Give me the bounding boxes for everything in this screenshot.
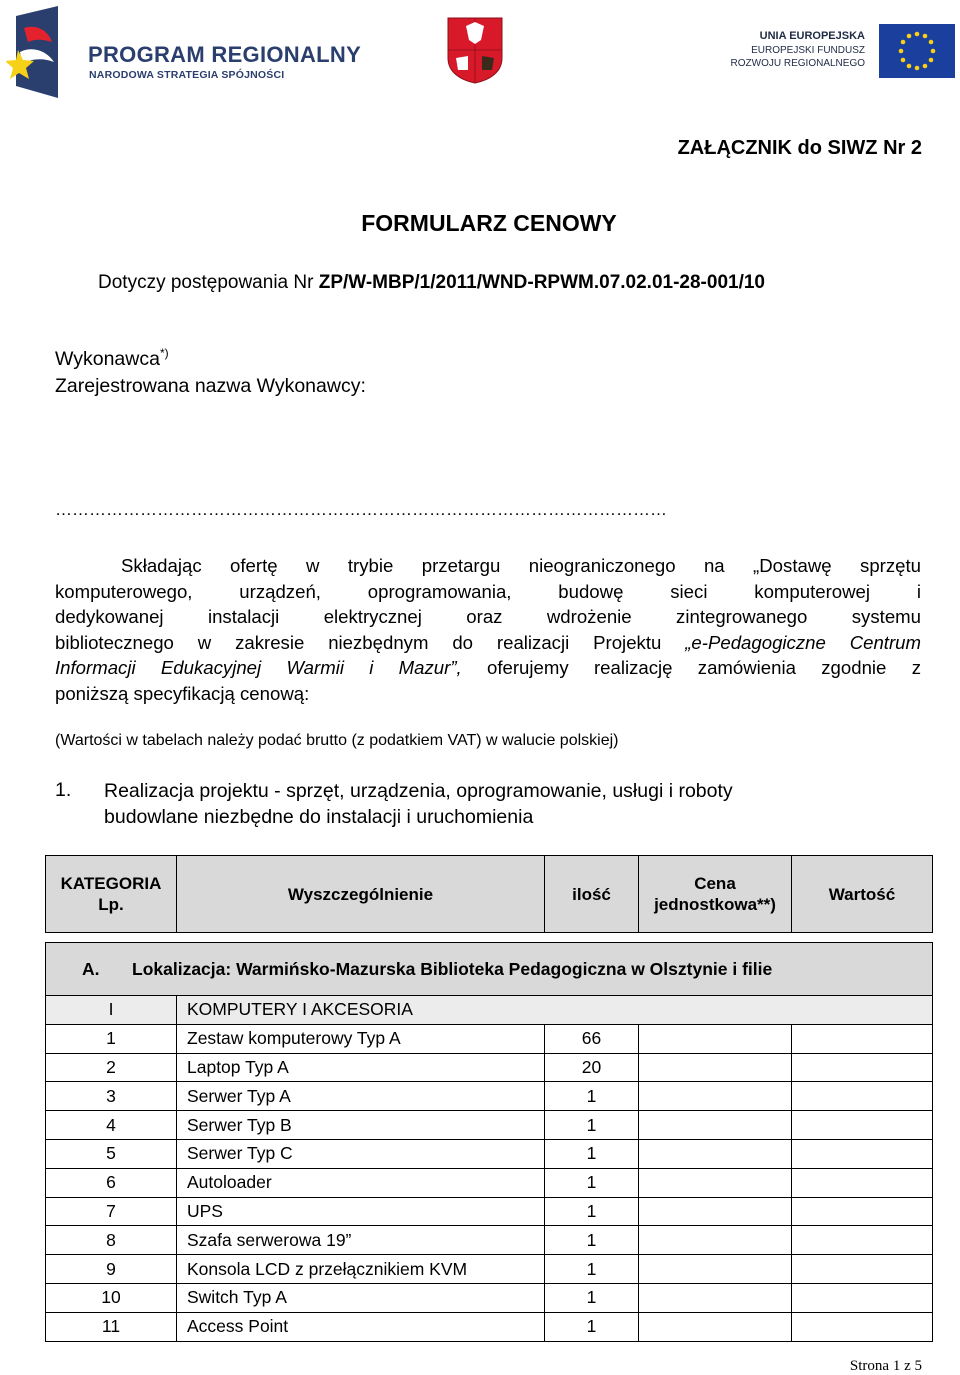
item-name-cell: Konsola LCD z przełącznikiem KVM: [177, 1255, 545, 1284]
procedure-number: ZP/W-MBP/1/2011/WND-RPWM.07.02.01-28-001/10: [318, 272, 765, 293]
section-location: [46, 943, 933, 996]
item-name-cell: Autoloader: [177, 1168, 545, 1197]
lp-cell: 2: [46, 1053, 177, 1082]
eu-logo-line2: EUROPEJSKI FUNDUSZ: [751, 45, 865, 56]
unit-price-cell[interactable]: [639, 1024, 792, 1053]
offer-paragraph: [55, 553, 921, 707]
item-name-cell: UPS: [177, 1197, 545, 1226]
lp-cell: I: [46, 996, 177, 1025]
document-title: FORMULARZ CENOWY: [361, 210, 617, 236]
paragraph-line-5: [55, 655, 921, 681]
lp-cell: 4: [46, 1111, 177, 1140]
table-row: [46, 1082, 933, 1111]
unit-price-cell[interactable]: [639, 1255, 792, 1284]
program-regionalny-flag-icon: [6, 6, 68, 98]
price-table-header: [45, 855, 933, 933]
lp-cell: 6: [46, 1168, 177, 1197]
program-regionalny-logo: [6, 6, 362, 98]
lp-cell: 1: [46, 1024, 177, 1053]
unit-price-cell[interactable]: [639, 1197, 792, 1226]
table-row: [46, 1312, 933, 1341]
point-number: 1.: [55, 779, 72, 801]
header-category-label: KATEGORIA: [60, 874, 162, 893]
value-cell[interactable]: [792, 1024, 933, 1053]
table-row: [46, 1168, 933, 1197]
paragraph-line-4a: bibliotecznego w zakresie niezbędnym do realizacji Projektu: [55, 631, 686, 653]
unit-price-cell[interactable]: [639, 1226, 792, 1255]
section-letter: A.: [82, 958, 100, 979]
item-name-cell: Serwer Typ C: [177, 1139, 545, 1168]
header-price-label: Cena: [694, 874, 736, 893]
price-table: [45, 942, 933, 1342]
value-cell[interactable]: [792, 1255, 933, 1284]
paragraph-line-2: komputerowego, urządzeń, oprogramowania, budowę sieci komputerowej i: [55, 580, 921, 602]
paragraph-line-5b: oferujemy realizację zamówienia zgodnie z: [461, 657, 921, 679]
value-cell[interactable]: [792, 1111, 933, 1140]
unit-price-cell[interactable]: [639, 1312, 792, 1341]
item-name-cell: Serwer Typ A: [177, 1082, 545, 1111]
value-cell[interactable]: [792, 1226, 933, 1255]
unit-price-cell[interactable]: [639, 1283, 792, 1312]
contractor-label: [55, 346, 169, 371]
value-cell[interactable]: [792, 1312, 933, 1341]
category-cell: [177, 996, 933, 1025]
unit-price-cell[interactable]: [639, 1111, 792, 1140]
lp-cell: 3: [46, 1082, 177, 1111]
page-number: Strona 1 z 5: [849, 1358, 922, 1374]
item-name-cell: Serwer Typ B: [177, 1111, 545, 1140]
point-text: [104, 779, 733, 830]
quantity-cell: 20: [545, 1053, 639, 1082]
header-value: Wartość: [792, 856, 933, 933]
vat-note: (Wartości w tabelach należy podać brutto (z podatkiem VAT) w walucie polskiej): [55, 732, 619, 749]
table-row: [46, 1226, 933, 1255]
lp-cell: 9: [46, 1255, 177, 1284]
table-row: [46, 1197, 933, 1226]
paragraph-line-1: Składając ofertę w trybie przetargu nieograniczonego na „Dostawę sprzętu: [121, 555, 921, 576]
header-lp-label: Lp.: [98, 895, 124, 914]
header-quantity: ilość: [545, 856, 639, 933]
annex-label: ZAŁĄCZNIK do SIWZ Nr 2: [677, 137, 922, 159]
point-line-2: budowlane niezbędne do instalacji i uruchomienia: [104, 805, 534, 828]
contractor-text: Wykonawca: [55, 348, 160, 370]
paragraph-line-4: [55, 630, 921, 656]
unit-price-cell[interactable]: [639, 1168, 792, 1197]
category-name: KOMPUTERY I AKCESORIA: [187, 999, 413, 1020]
table-row: [46, 1139, 933, 1168]
eu-flag-icon: [879, 24, 955, 78]
value-cell[interactable]: [792, 1139, 933, 1168]
table-row: [46, 1053, 933, 1082]
value-cell[interactable]: [792, 1168, 933, 1197]
quantity-cell: 1: [545, 1255, 639, 1284]
table-row: [46, 1255, 933, 1284]
quantity-cell: 1: [545, 1139, 639, 1168]
value-cell[interactable]: [792, 1283, 933, 1312]
item-name-cell: Switch Typ A: [177, 1283, 545, 1312]
paragraph-line-3: dedykowanej instalacji elektrycznej oraz wdrożenie zintegrowanego systemu: [55, 606, 921, 628]
lp-cell: 5: [46, 1139, 177, 1168]
quantity-cell: 1: [545, 1226, 639, 1255]
quantity-cell: 66: [545, 1024, 639, 1053]
project-name-part2: Informacji Edukacyjnej Warmii i Mazur”,: [55, 657, 462, 679]
header-category: [46, 856, 177, 933]
header-description: Wyszczególnienie: [177, 856, 545, 933]
eu-logo: [730, 24, 955, 80]
program-logo-subtitle: NARODOWA STRATEGIA SPÓJNOŚCI: [89, 69, 285, 81]
project-name-part1: „e-Pedagogiczne Centrum: [685, 631, 921, 653]
item-name-cell: Zestaw komputerowy Typ A: [177, 1024, 545, 1053]
registered-name-label: Zarejestrowana nazwa Wykonawcy:: [55, 375, 366, 397]
unit-price-cell[interactable]: [639, 1082, 792, 1111]
lp-cell: 7: [46, 1197, 177, 1226]
eu-logo-line1: UNIA EUROPEJSKA: [759, 30, 865, 42]
unit-price-cell[interactable]: [639, 1053, 792, 1082]
warmia-mazury-crest-icon: [446, 16, 504, 84]
item-name-cell: Szafa serwerowa 19”: [177, 1226, 545, 1255]
value-cell[interactable]: [792, 1053, 933, 1082]
contractor-marker: *): [159, 346, 169, 360]
header-unit-price: [639, 856, 792, 933]
quantity-cell: 1: [545, 1111, 639, 1140]
item-name-cell: Laptop Typ A: [177, 1053, 545, 1082]
unit-price-cell[interactable]: [639, 1139, 792, 1168]
section-text: Lokalizacja: Warmińsko-Mazurska Biblioteka Pedagogiczna w Olsztynie i filie: [132, 958, 773, 979]
program-logo-title: PROGRAM REGIONALNY: [88, 42, 362, 67]
lp-cell: 8: [46, 1226, 177, 1255]
item-name-cell: Access Point: [177, 1312, 545, 1341]
registered-name-field[interactable]: ………………………………………………………………………………………………: [55, 500, 667, 519]
procedure-prefix: Dotyczy postępowania Nr: [98, 272, 319, 293]
header-unit-label: jednostkowa**): [654, 895, 776, 914]
quantity-cell: 1: [545, 1197, 639, 1226]
quantity-cell: 1: [545, 1283, 639, 1312]
lp-cell: 11: [46, 1312, 177, 1341]
table-row: [46, 1283, 933, 1312]
quantity-cell: 1: [545, 1082, 639, 1111]
page-header: [0, 0, 960, 110]
lp-cell: 10: [46, 1283, 177, 1312]
procedure-line: [98, 272, 765, 294]
value-cell[interactable]: [792, 1082, 933, 1111]
table-row: [46, 1111, 933, 1140]
table-row: [46, 1024, 933, 1053]
eu-logo-line3: ROZWOJU REGIONALNEGO: [730, 58, 865, 69]
point-line-1: Realizacja projektu - sprzęt, urządzenia, oprogramowanie, usługi i roboty: [104, 780, 733, 802]
paragraph-line-6: poniższą specyfikacją cenową:: [55, 682, 310, 704]
quantity-cell: 1: [545, 1168, 639, 1197]
value-cell[interactable]: [792, 1197, 933, 1226]
quantity-cell: 1: [545, 1312, 639, 1341]
